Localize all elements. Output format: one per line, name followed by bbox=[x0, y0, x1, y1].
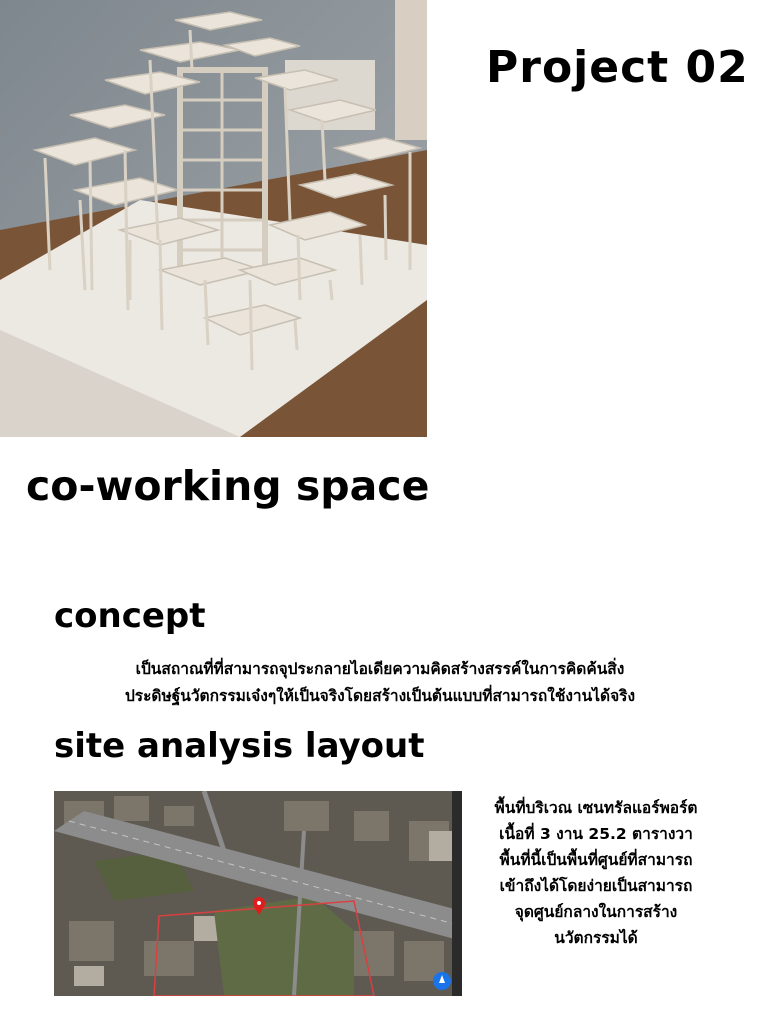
satellite-map-icon bbox=[54, 791, 462, 996]
site-line: พื้นที่นี้เป็นพื้นที่ศูนย์ที่สามารถ bbox=[499, 851, 693, 869]
site-line: นวัตกรรมได้ bbox=[554, 929, 638, 947]
architectural-model-icon bbox=[0, 0, 427, 437]
site-description bbox=[468, 795, 724, 951]
project-title: Project 02 bbox=[486, 42, 749, 93]
concept-text bbox=[60, 656, 700, 710]
site-line: พื้นที่บริเวณ เซนทรัลแอร์พอร์ต bbox=[494, 799, 698, 817]
site-line: จุดศูนย์กลางในการสร้าง bbox=[514, 903, 678, 921]
site-analysis-heading: site analysis layout bbox=[54, 726, 425, 766]
satellite-map-image bbox=[54, 791, 462, 996]
main-title: co-working space bbox=[26, 462, 430, 510]
compass-icon bbox=[433, 972, 451, 990]
site-line: เข้าถึงได้โดยง่ายเป็นสามารถ bbox=[499, 877, 693, 895]
concept-heading: concept bbox=[54, 596, 206, 636]
concept-line: ประดิษฐ์นวัตกรรมเจ๋งๆให้เป็นจริงโดยสร้างเป็นต้นแบบที่สามารถใช้งานได้จริง bbox=[124, 687, 636, 705]
site-line: เนื้อที่ 3 งาน 25.2 ตารางวา bbox=[499, 825, 693, 843]
model-photo bbox=[0, 0, 427, 437]
concept-line: เป็นสถาณที่ที่สามารถจุประกลายไอเดียความคิดสร้างสรรค์ในการคิดค้นสิ่ง bbox=[135, 660, 625, 678]
